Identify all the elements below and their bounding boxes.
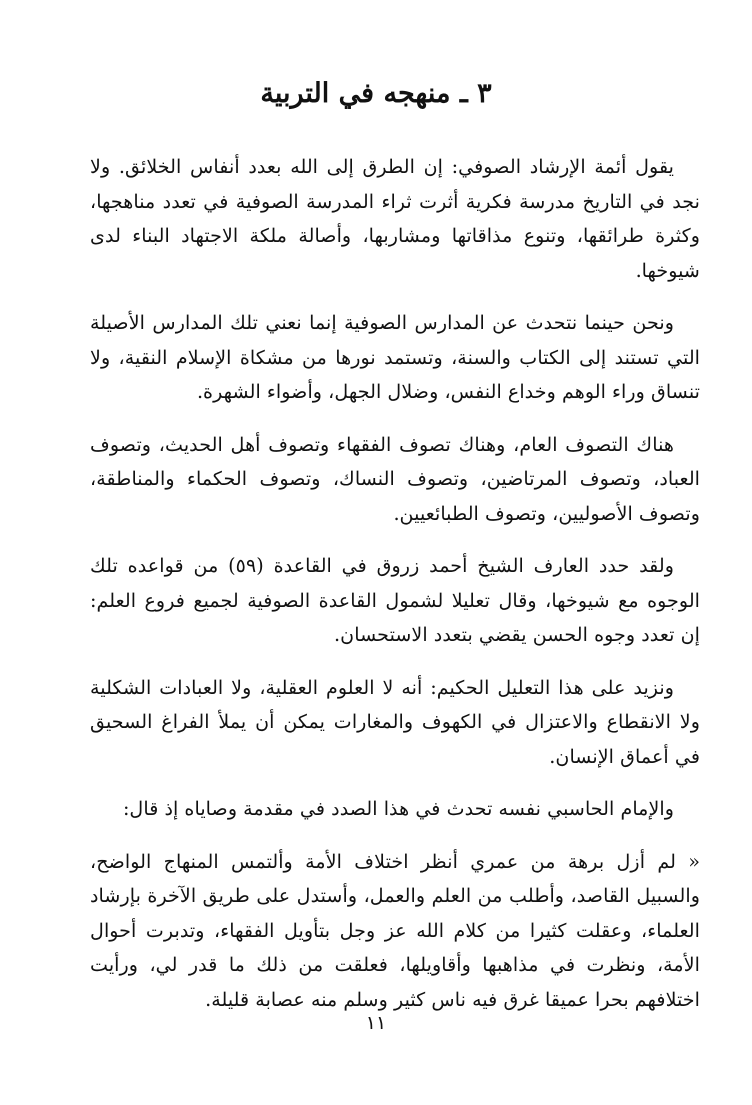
- quotation-paragraph: « لم أزل برهة من عمري أنظر اختلاف الأمة وألتمس المنهاج الواضح، والسبيل القاصد، وأطلب من العلم والعمل، وأستدل على طريق الآخرة بإرشاد العلماء، وعقلت كثيرا من كلام الله عز وجل بتأويل الفقهاء، وتدبرت أحوال الأمة، ونظرت في مذاهبها وأقاويلها، فعلقت من ذلك ما قدر لي، ورأيت اختلافهم بحرا عميقا غرق فيه ناس كثير وسلم منه عصابة قليلة.: [90, 849, 700, 1011]
- paragraph-1: يقول أئمة الإرشاد الصوفي: إن الطرق إلى الله بعدد أنفاس الخلائق. ولا نجد في التاريخ مدرسة فكرية أثرت ثراء المدرسة الصوفية في تعدد مناهجها، وكثرة طرائقها، وتنوع مذاقاتها ومشاربها، وأصالة ملكة الاجتهاد البناء لدى شيوخها.: [90, 155, 700, 282]
- paragraph-4: ولقد حدد العارف الشيخ أحمد زروق في القاعدة (٥٩) من قواعده تلك الوجوه مع شيوخها، وقال تعليلا لشمول القاعدة الصوفية لجميع فروع العلم: إن تعدد وجوه الحسن يقضي بتعدد الاستحسان.: [90, 554, 700, 646]
- paragraph-3: هناك التصوف العام، وهناك تصوف الفقهاء وتصوف أهل الحديث، وتصوف العباد، وتصوف المرتاضين، وتصوف النساك، وتصوف الحكماء والمناطقة، وتصوف الأصوليين، وتصوف الطبائعيين.: [90, 432, 700, 525]
- paragraph-5: ونزيد على هذا التعليل الحكيم: أنه لا العلوم العقلية، ولا العبادات الشكلية ولا الانقطاع والاعتزال في الكهوف والمغارات يمكن أن يملأ الفراغ السحيق في أعماق الإنسان.: [90, 675, 700, 768]
- paragraph-6: والإمام الحاسبي نفسه تحدث في هذا الصدد في مقدمة وصاياه إذ قال:: [122, 797, 674, 820]
- page-body: [90, 150, 700, 1035]
- paragraph-2: ونحن حينما نتحدث عن المدارس الصوفية إنما نعني تلك المدارس الأصيلة التي تستند إلى الكتاب والسنة، وتستمد نورها من مشكاة الإسلام النقية، ولا تنساق وراء الوهم وخداع النفس، وضلال الجهل، وأضواء الشهرة.: [90, 311, 700, 403]
- section-title: ٣ ـ منهجه في التربية: [260, 78, 492, 109]
- page-number: ١١: [365, 1012, 387, 1034]
